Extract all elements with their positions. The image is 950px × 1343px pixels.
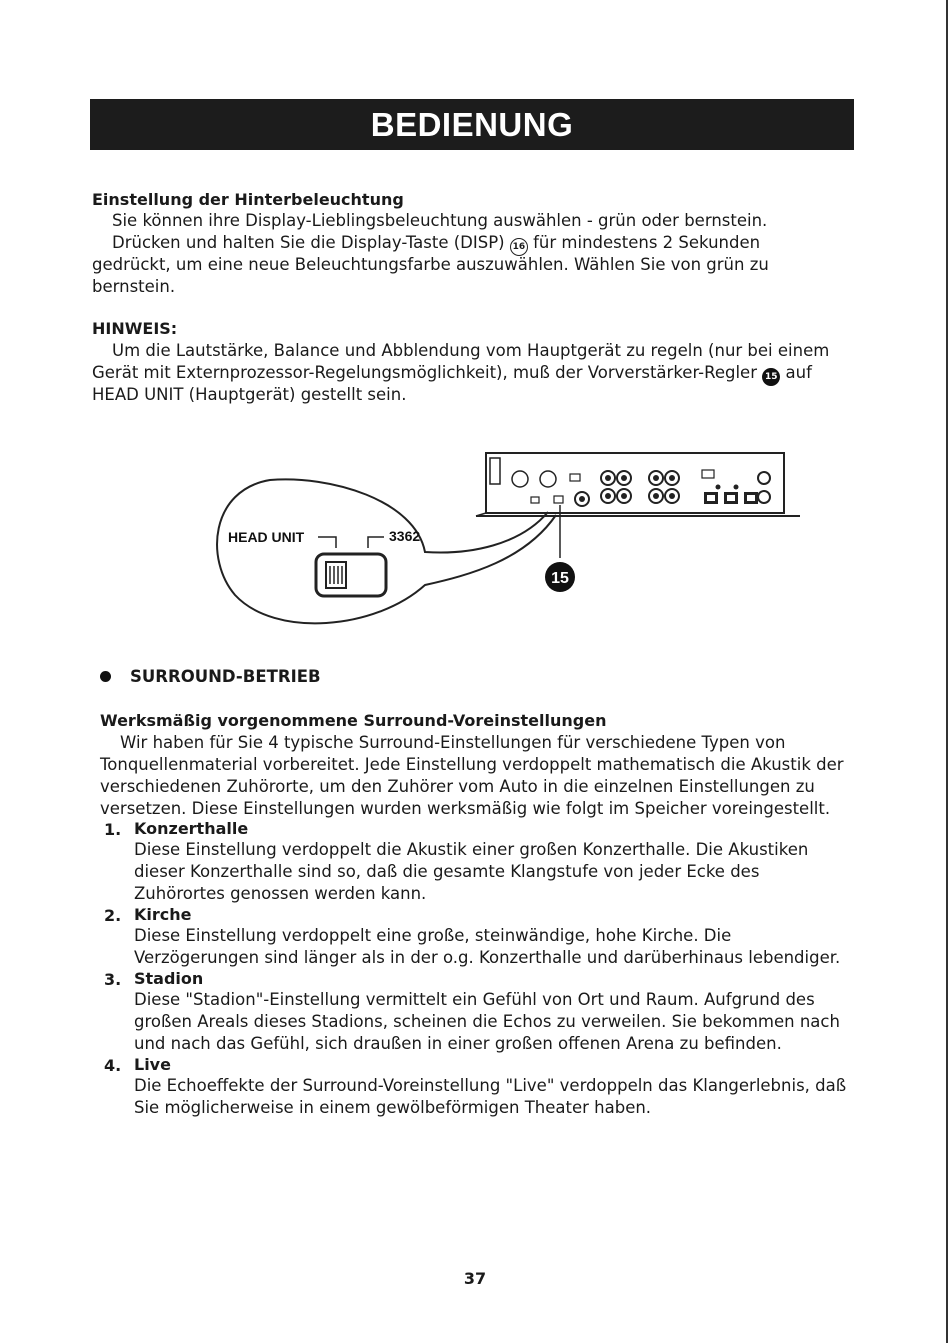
amplifier-unit: [476, 453, 800, 516]
list-item-line: Diese "Stadion"-Einstellung vermittelt ein Gefühl von Ort und Raum. Aufgrund des: [134, 990, 815, 1009]
list-item-line: Diese Einstellung verdoppelt eine große, steinwändige, hohe Kirche. Die: [134, 926, 732, 945]
surround-subheading: Werksmäßig vorgenommene Surround-Voreinstellungen: [100, 711, 607, 730]
surround-intro-line: Wir haben für Sie 4 typische Surround-Einstellungen für verschiedene Typen von: [120, 733, 786, 752]
backlight-line-3: gedrückt, um eine neue Beleuchtungsfarbe auszuwählen. Wählen Sie von grün zu: [92, 255, 769, 274]
list-item-number: 2.: [104, 906, 122, 925]
amplifier-diagram: [0, 0, 950, 650]
surround-intro-line: versetzen. Diese Einstellungen wurden werksmäßig wie folgt im Speicher voreingestellt.: [100, 799, 831, 818]
head-unit-label: HEAD UNIT: [228, 529, 305, 545]
surround-intro-line: verschiedenen Zuhörorte, um den Zuhörer vom Auto in die einzelnen Einstellungen zu: [100, 777, 815, 796]
note-line-3: HEAD UNIT (Hauptgerät) gestellt sein.: [92, 385, 407, 404]
list-item-line: Zuhörortes genossen werden kann.: [134, 884, 427, 903]
mode-3362-label: 3362: [389, 528, 421, 544]
callout-number: 15: [551, 570, 569, 587]
list-item-line: und nach das Gefühl, sich draußen in einer großen offenen Arena zu befinden.: [134, 1034, 782, 1053]
backlight-line-1: Sie können ihre Display-Lieblingsbeleuchtung auswählen - grün oder bernstein.: [112, 211, 768, 230]
list-item-title: Stadion: [134, 969, 204, 988]
surround-intro-line: Tonquellenmaterial vorbereitet. Jede Einstellung verdoppelt mathematisch die Akustik der: [100, 755, 844, 774]
list-item-line: dieser Konzerthalle sind so, daß die gesamte Klangstufe von jeder Ecke des: [134, 862, 760, 881]
surround-section-title: SURROUND-BETRIEB: [100, 667, 321, 686]
disp-ref-icon: 16: [510, 238, 528, 256]
list-item-line: Verzögerungen sind länger als in der o.g. Konzerthalle und darüberhinaus lebendiger.: [134, 948, 841, 967]
list-item-line: Die Echoeffekte der Surround-Voreinstellung "Live" verdoppeln das Klangerlebnis, daß: [134, 1076, 847, 1095]
preamp-ref-icon: 15: [762, 368, 780, 386]
list-item-number: 3.: [104, 970, 122, 989]
note-line-1: Um die Lautstärke, Balance und Abblendung vom Hauptgerät zu regeln (nur bei einem: [112, 341, 830, 360]
page-title: BEDIENUNG: [370, 105, 574, 143]
list-item-number: 4.: [104, 1056, 122, 1075]
bullet-icon: [100, 671, 111, 682]
list-item-title: Konzerthalle: [134, 819, 249, 838]
list-item-line: Diese Einstellung verdoppelt die Akustik einer großen Konzerthalle. Die Akustiken: [134, 840, 809, 859]
list-item-line: Sie möglicherweise in einem gewölbeförmigen Theater haben.: [134, 1098, 652, 1117]
list-item-line: großen Areals dieses Stadions, scheinen die Echos zu verweilen. Sie bekommen nach: [134, 1012, 840, 1031]
page-number: 37: [463, 1269, 487, 1288]
list-item-title: Kirche: [134, 905, 192, 924]
list-item-title: Live: [134, 1055, 171, 1074]
note-heading: HINWEIS:: [92, 319, 178, 338]
note-line-2: Gerät mit Externprozessor-Regelungsmöglichkeit), muß der Vorverstärker-Regler 15 auf: [92, 362, 812, 386]
backlight-line-2: Drücken und halten Sie die Display-Taste (DISP) 16 für mindestens 2 Sekunden: [92, 232, 760, 256]
backlight-line-4: bernstein.: [92, 277, 176, 296]
backlight-heading: Einstellung der Hinterbeleuchtung: [92, 190, 404, 209]
list-item-number: 1.: [104, 820, 122, 839]
